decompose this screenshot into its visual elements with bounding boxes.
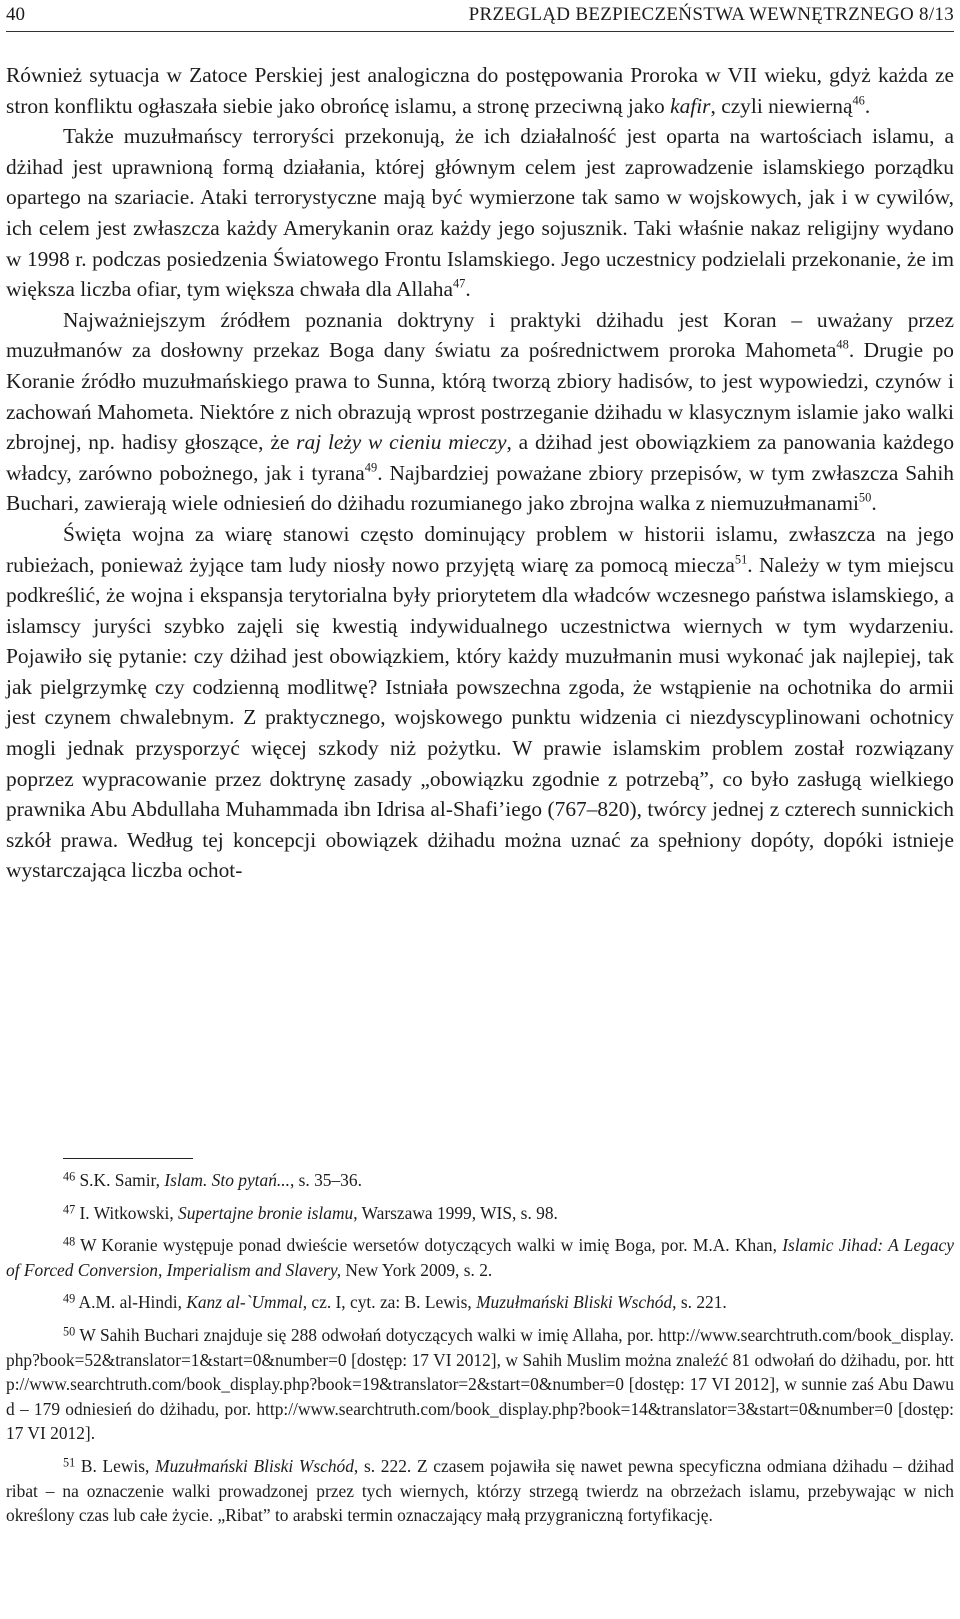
text-run: A.M. al-Hindi, bbox=[78, 1292, 187, 1313]
footnote-number: 46 bbox=[63, 1169, 76, 1184]
text-run: . bbox=[871, 491, 877, 516]
text-run: Również sytuacja w Zatoce Perskiej jest analogiczna do postępowania Proroka w VII wieku, gdyż każda ze stron konfliktu ogłaszała siebie jako obrońcę islamu, a stronę przeciwną jako bbox=[6, 63, 954, 118]
footnote-number: 50 bbox=[63, 1324, 76, 1339]
text-run: W Koranie występuje ponad dwieście wersetów dotyczących walki w imię Boga, por. M.A. Khan, bbox=[80, 1235, 783, 1256]
text-run: Święta wojna za wiarę stanowi często dominujący problem w historii islamu, zwłaszcza na jego rubieżach, ponieważ żyjące tam ludy niosły nowo przyjętą wiarę za pomocą miecza bbox=[6, 521, 954, 577]
footnote-ref: 49 bbox=[364, 460, 378, 475]
text-run: New York 2009, s. 2. bbox=[341, 1259, 493, 1280]
running-header bbox=[6, 4, 954, 32]
footnote-50 bbox=[6, 1323, 954, 1446]
footnote-48 bbox=[6, 1233, 954, 1282]
text-run: , a dżihad jest obowiązkiem za panowania każdego władcy, zarówno pobożnego, jak i tyrana bbox=[6, 430, 955, 485]
italic-title: Muzułmański Bliski Wschód bbox=[476, 1292, 673, 1313]
italic-title: Islam. Sto pytań... bbox=[164, 1170, 290, 1190]
footnote-47 bbox=[6, 1201, 954, 1226]
paragraph-2 bbox=[6, 121, 954, 305]
text-run: . bbox=[864, 93, 871, 118]
footnote-49 bbox=[6, 1290, 954, 1315]
paragraph-1 bbox=[6, 60, 954, 121]
text-run: . Najbardziej poważane zbiory przepisów, w tym zwłaszcza Sahih Buchari, zawierają wiele odniesień do dżihadu rozumianego jako zbrojna walka z niemuzułmanami bbox=[6, 460, 954, 516]
main-text bbox=[6, 60, 954, 886]
text-run: . bbox=[465, 277, 471, 302]
italic-title: Muzułmański Bliski Wschód bbox=[155, 1455, 354, 1476]
italic-title: Islamic Jihad: A Legacy of Forced Conversion, Imperialism and Slavery, bbox=[6, 1235, 954, 1280]
text-run: W Sahih Buchari znajduje się 288 odwołań dotyczących walki w imię Allaha, por. http://www.searchtruth.com/book_display.php?book=52&translator=1&start=0&number=0 [dostęp: 17 VI 2012], w Sahih Muslim można znaleźć 81 odwołań do dżihadu, por. http://www.searchtruth.com/book_display.php?book=19&translator=2&start=0&number=0 [dostęp: 17 VI 2012], w sunnie zaś Abu Dawud – 179 odniesień do dżihadu, por. http://www.searchtruth.com/book_display.php?book=14&translator=3&start=0&number=0 [dostęp: 17 VI 2012]. bbox=[6, 1324, 954, 1444]
text-run: B. Lewis, bbox=[80, 1455, 156, 1476]
text-run: . Należy w tym miejscu podkreślić, że wojna i ekspansja terytorialna były priorytetem dla władców wczesnego państwa islamskiego, a islamscy juryści szybko zajęli się kwestią indywidualnego uczestnictwa wiernych w tym wydarzeniu. Pojawiło się pytanie: czy dżihad jest obowiązkiem, który każdy muzułmanin musi wykonać jak najlepiej, tak jak pielgrzymkę czy codzienną modlitwę? Istniała powszechna zgoda, że wstąpienie na ochotnika do armii jest czynem chwalebnym. Z praktycznego, wojskowego punktu widzenia ci niezdyscyplinowani ochotnicy mogli jednak przysporzyć więcej szkody niż pożytku. W prawie islamskim problem został rozwiązany poprzez wypracowanie przez doktrynę zasady „obowiązku zgodnie z potrzebą”, co było zasługą wielkiego prawnika Abu Abdullaha Muhammada ibn Idrisa al-Shafi’iego (767–820), twórcy jednej z czterech sunnickich szkół prawa. Według tej koncepcji obowiązek dżihadu można uznać za spełniony dopóty, dopóki istnieje wystarczająca liczba ochot- bbox=[6, 552, 954, 883]
text-run: , s. 35–36. bbox=[289, 1170, 362, 1190]
italic-title: Kanz al-`Ummal bbox=[186, 1292, 303, 1313]
italic-title: Supertajne bronie islamu bbox=[178, 1202, 354, 1223]
footnote-number: 51 bbox=[63, 1455, 76, 1470]
text-run: Także muzułmańscy terroryści przekonują, że ich działalność jest oparta na wartościach islamu, a dżihad jest uprawnioną formą działania, której głównym celem jest zaprowadzenie islamskiego porządku opartego na szariacie. Ataki terrorystyczne mają być wymierzone tak samo w wojskowych, jak i w cywilów, ich celem jest zwłaszcza każdy Amerykanin oraz każdy jego sojusznik. Taki właśnie nakaz religijny wydano w 1998 r. podczas posiedzenia Światowego Frontu Islamskiego. Jego uczestnicy podzielali przekonanie, że im większa liczba ofiar, tym większa chwała dla Allaha bbox=[6, 124, 954, 302]
text-run: , s. 222. Z czasem pojawiła się nawet pewna specyficzna odmiana dżihadu – dżihad ribat – na oznaczenie walki prowadzonej przez tych wiernych, którzy strzegą twierdz na obrzeżach islamu, przebywając w nich określony czas lub całe życie. „Ribat” to arabski termin oznaczający małą przygraniczną fortyfikację. bbox=[6, 1455, 954, 1526]
paragraph-4 bbox=[6, 519, 954, 886]
text-run: . Drugie po Koranie źródło muzułmańskiego prawa to Sunna, którą tworzą zbiory hadisów, to jest wypowiedzi, czynów i zachowań Mahometa. Niektóre z nich obrazują wprost postrzeganie dżihadu w klasycznym islamie jako walki zbrojnej, np. hadisy głoszące, że bbox=[6, 338, 954, 455]
text-run: , cz. I, cyt. za: B. Lewis, bbox=[302, 1292, 477, 1313]
text-run: , Warszawa 1999, WIS, s. 98. bbox=[353, 1202, 558, 1223]
footnote-ref: 46 bbox=[852, 93, 865, 108]
footnotes bbox=[6, 1168, 954, 1536]
footnote-ref: 51 bbox=[734, 552, 748, 567]
footnote-51 bbox=[6, 1454, 954, 1528]
text-run: Najważniejszym źródłem poznania doktryny i praktyki dżihadu jest Koran – uważany przez muzułmanów za dosłowny przekaz Boga dany światu za pośrednictwem proroka Mahometa bbox=[6, 307, 954, 363]
paragraph-3 bbox=[6, 305, 954, 519]
footnote-ref: 50 bbox=[858, 490, 872, 505]
footnote-separator bbox=[63, 1158, 193, 1159]
text-run: , czyli niewierną bbox=[710, 93, 853, 118]
footnote-number: 48 bbox=[63, 1234, 76, 1249]
footnote-ref: 47 bbox=[452, 276, 466, 291]
text-run: I. Witkowski, bbox=[79, 1202, 179, 1223]
italic-quote: raj leży w cieniu mieczy bbox=[296, 430, 507, 455]
text-run: , s. 221. bbox=[672, 1292, 727, 1313]
page-number: 40 bbox=[6, 4, 25, 25]
text-run: S.K. Samir, bbox=[79, 1170, 165, 1190]
footnote-ref: 48 bbox=[836, 337, 849, 352]
footnote-46 bbox=[6, 1168, 954, 1193]
footnote-number: 49 bbox=[63, 1291, 76, 1306]
footnote-number: 47 bbox=[63, 1202, 76, 1217]
journal-title: PRZEGLĄD BEZPIECZEŃSTWA WEWNĘTRZNEGO 8/13 bbox=[468, 4, 954, 25]
italic-term: kafir bbox=[670, 93, 711, 118]
